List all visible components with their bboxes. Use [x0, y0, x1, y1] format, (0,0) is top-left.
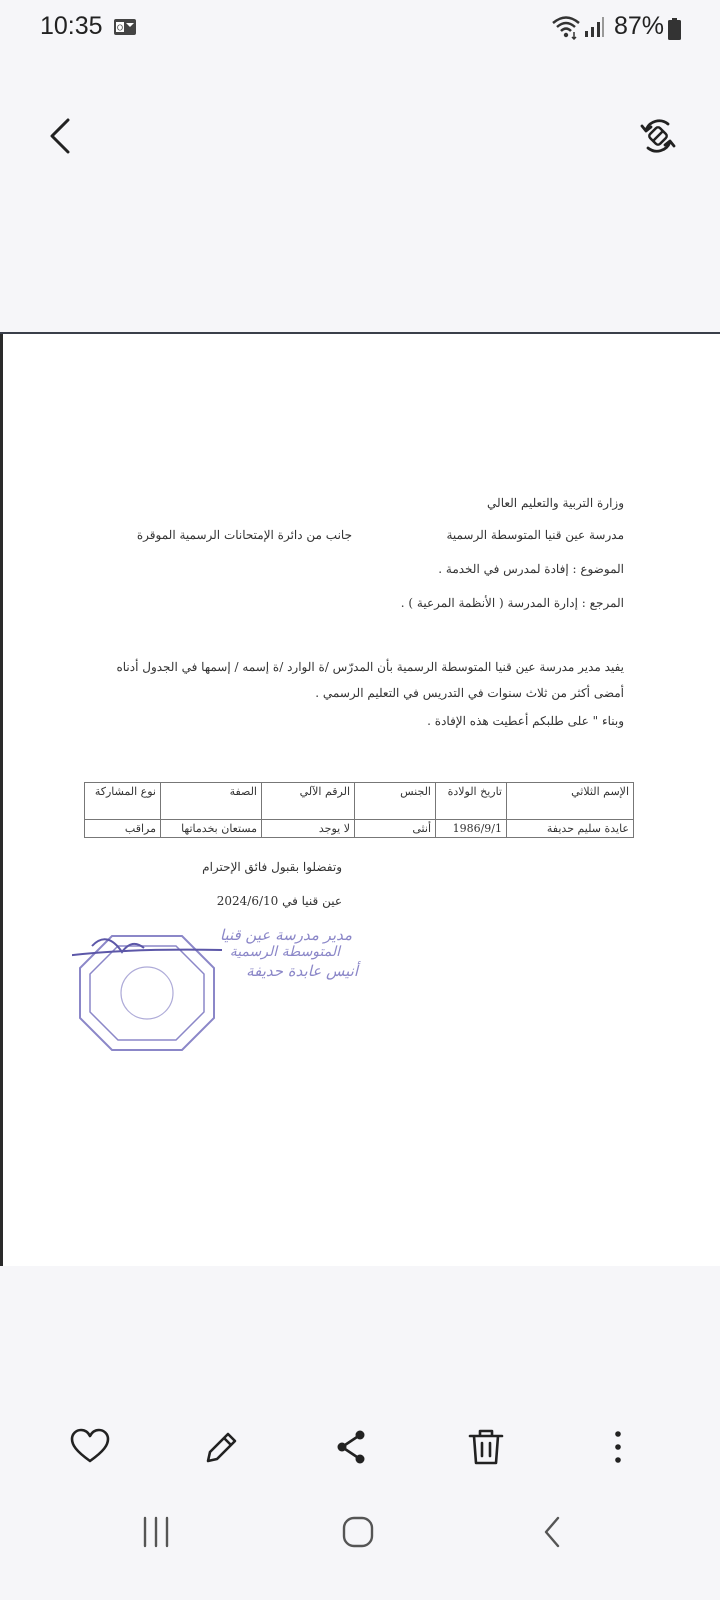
doc-recipient: جانب من دائرة الإمتحانات الرسمية الموقرة — [136, 528, 352, 542]
battery-percentage: 87% — [614, 12, 665, 40]
doc-reference: المرجع : إدارة المدرسة ( الأنظمة المرعية ) . — [400, 596, 624, 610]
table-header-cell: الصفة — [161, 783, 262, 820]
table-cell: لا يوجد — [262, 820, 355, 838]
pencil-icon[interactable] — [200, 1425, 244, 1469]
home-icon[interactable] — [338, 1510, 382, 1554]
table-cell: أنثى — [355, 820, 436, 838]
table-header-row — [85, 783, 634, 820]
recent-apps-icon[interactable] — [134, 1510, 178, 1554]
signal-icon — [583, 16, 605, 38]
auto-rotate-icon[interactable] — [638, 116, 678, 156]
signature-line3: أنيس عابدة حديفة — [246, 962, 358, 980]
share-icon[interactable] — [330, 1425, 374, 1469]
table-row — [85, 820, 634, 838]
table-header-cell: الرقم الآلي — [262, 783, 355, 820]
school-stamp — [72, 928, 222, 1058]
more-vertical-icon[interactable] — [596, 1425, 640, 1469]
battery-icon — [668, 18, 681, 40]
doc-school: مدرسة عين قنيا المتوسطة الرسمية — [446, 528, 624, 542]
table-header-cell: الإسم الثلاثي — [507, 783, 634, 820]
trash-icon[interactable] — [464, 1425, 508, 1469]
status-bar — [0, 0, 720, 56]
doc-body-line1: يفيد مدير مدرسة عين قنيا المتوسطة الرسمية بأن المدرّس /ة الوارد /ة إسمه / إسمها في الجدول أدناه — [116, 660, 624, 674]
table-header-cell: تاريخ الولادة — [436, 783, 507, 820]
signature-line1: مدير مدرسة عين قنيا — [219, 926, 352, 944]
viewer-top-bar — [0, 100, 720, 170]
signature-line2: المتوسطة الرسمية — [229, 944, 340, 960]
heart-icon[interactable] — [68, 1425, 112, 1469]
wifi-icon — [551, 14, 581, 40]
table-header-cell: نوع المشاركة — [85, 783, 161, 820]
table-cell: عايدة سليم حديفة — [507, 820, 634, 838]
system-navigation-bar — [0, 1510, 720, 1570]
doc-body-line2: أمضى أكثر من ثلاث سنوات في التدريس في التعليم الرسمي . — [315, 686, 624, 700]
back-nav-icon[interactable] — [532, 1510, 576, 1554]
table-header-cell: الجنس — [355, 783, 436, 820]
table-cell: 1986/9/1 — [436, 820, 507, 838]
bottom-action-bar — [0, 1425, 720, 1485]
doc-ministry: وزارة التربية والتعليم العالي — [487, 496, 624, 510]
doc-teacher-table — [84, 782, 634, 838]
scan-edge — [0, 334, 3, 1266]
doc-closing: وتفضلوا بقبول فائق الإحترام — [202, 860, 342, 874]
table-cell: مستعان بخدماتها — [161, 820, 262, 838]
outlook-notification-icon — [113, 16, 137, 38]
status-time: 10:35 — [40, 12, 103, 40]
doc-subject: الموضوع : إفادة لمدرس في الخدمة . — [438, 562, 624, 576]
chevron-left-icon[interactable] — [44, 116, 78, 156]
table-cell: مراقب — [85, 820, 161, 838]
doc-date-line: عين قنيا في 2024/6/10 — [216, 894, 342, 908]
document-image[interactable] — [0, 332, 720, 1266]
doc-body-line3: وبناء " على طلبكم أعطيت هذه الإفادة . — [427, 714, 624, 728]
svg-text:O: O — [116, 23, 124, 33]
